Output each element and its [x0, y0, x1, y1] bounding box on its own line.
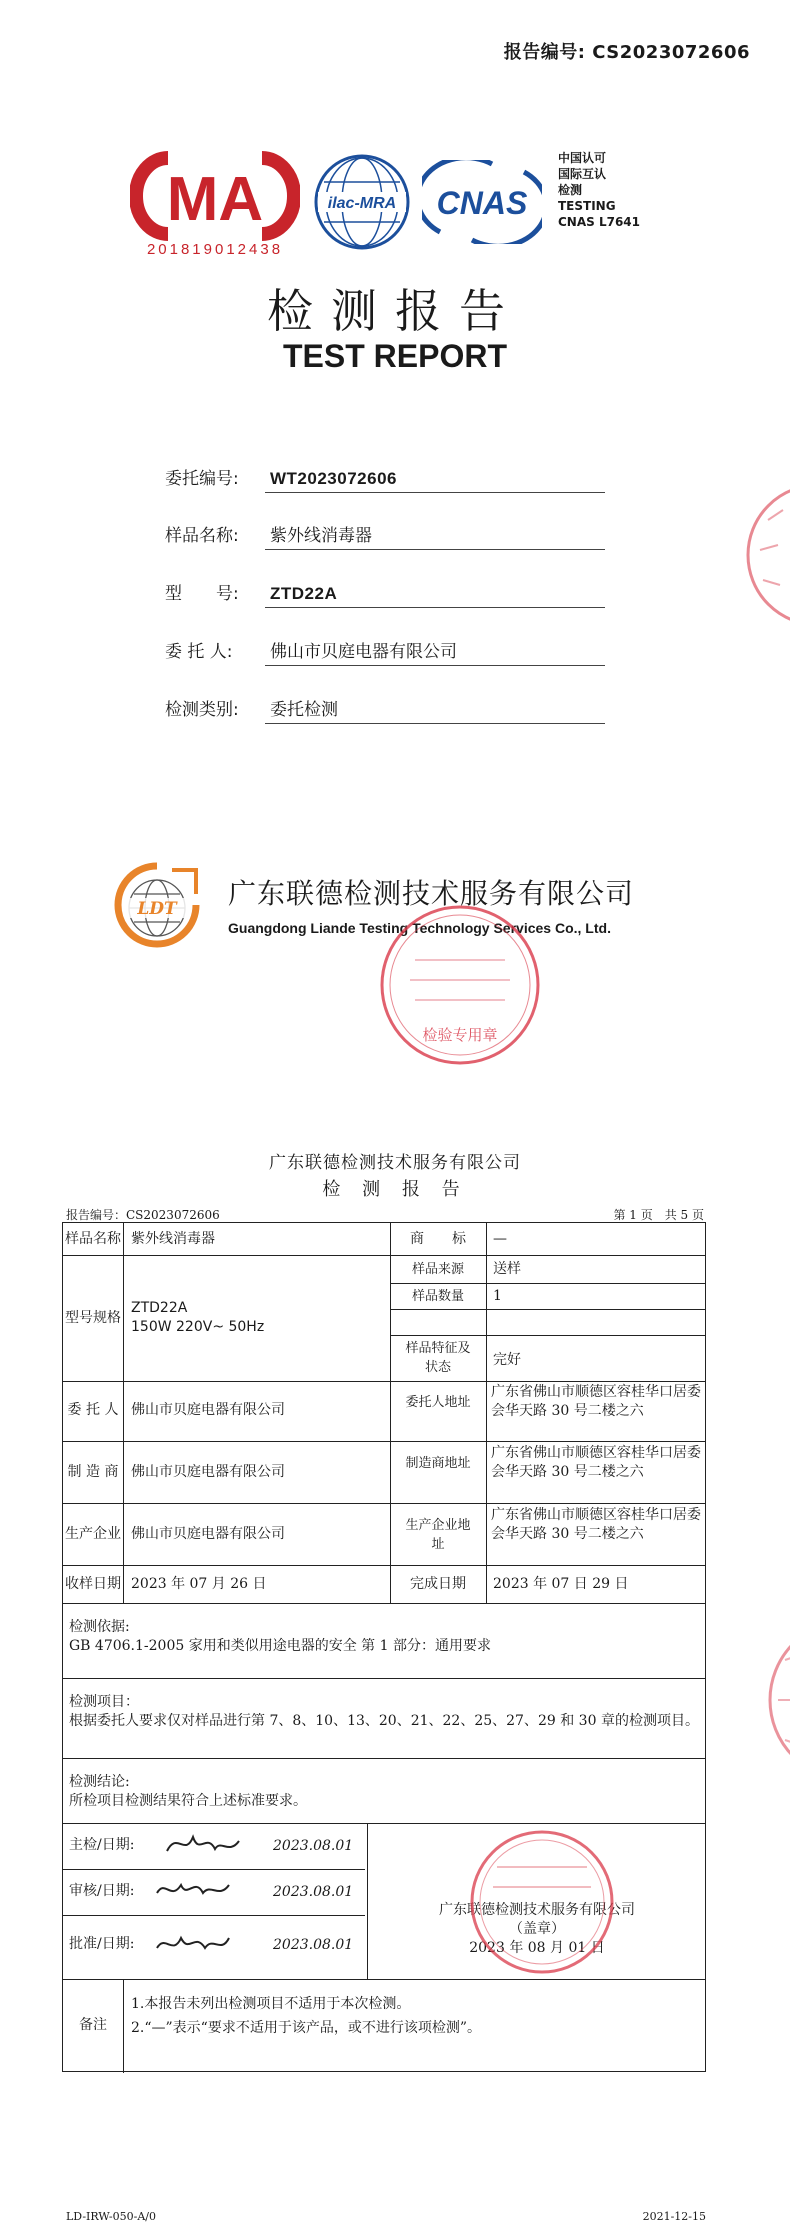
cnas-text: CNAS — [436, 185, 528, 221]
state-value: 完好 — [493, 1352, 521, 1368]
reviewer-label: 审核/日期: — [69, 1883, 135, 1899]
approver-label: 批准/日期: — [69, 1936, 135, 1952]
field-label: 检测类别: — [165, 700, 239, 720]
row-divider — [63, 1503, 705, 1504]
model-spec: 150W 220V~ 50Hz — [131, 1319, 265, 1335]
cnas-line: 中国认可 — [558, 151, 607, 165]
maker-value: 佛山市贝庭电器有限公司 — [131, 1464, 285, 1480]
footer-form-code: LD-IRW-050-A/0 — [66, 2210, 157, 2223]
field-value: 委托检测 — [270, 700, 338, 720]
report-form — [62, 1222, 706, 2072]
sample-name-label: 样品名称 — [65, 1231, 121, 1247]
certification-logos — [130, 150, 690, 260]
field-label: 样品名称: — [165, 526, 239, 546]
field-underline — [265, 723, 605, 724]
field-underline — [265, 607, 605, 608]
recv-date-label: 收样日期 — [65, 1576, 121, 1592]
main-inspector-date: 2023.08.01 — [273, 1838, 354, 1854]
reviewer-signature — [153, 1873, 233, 1911]
row-divider — [63, 1603, 705, 1604]
p2-company-name: 广东联德检测技术服务有限公司 — [269, 1153, 521, 1173]
qty-value: 1 — [493, 1288, 502, 1304]
field-underline — [265, 665, 605, 666]
maker-addr-value: 广东省佛山市顺德区容桂华口居委会华天路 30 号二楼之六 — [491, 1445, 701, 1480]
done-date-label: 完成日期 — [410, 1576, 466, 1592]
row-divider — [63, 1915, 365, 1916]
footer-date: 2021-12-15 — [642, 2210, 706, 2223]
producer-value: 佛山市贝庭电器有限公司 — [131, 1526, 285, 1542]
seal-company: 广东联德检测技术服务有限公司 — [439, 1902, 635, 1918]
remark-line-1: 1.本报告未列出检测项目不适用于本次检测。 — [131, 1996, 411, 2012]
field-entrust-no — [165, 455, 605, 495]
seal-fragment — [760, 1600, 790, 1800]
client-addr-label: 委托人地址 — [405, 1395, 471, 1410]
col-divider — [123, 1223, 124, 1603]
seal-text: 检验专用章 — [422, 1026, 498, 1044]
company-name-cn: 广东联德检测技术服务有限公司 — [228, 877, 635, 910]
main-inspector-signature — [163, 1827, 243, 1865]
ldt-text: LDT — [137, 899, 177, 919]
state-label: 样品特征及状态 — [405, 1341, 471, 1375]
field-value: 佛山市贝庭电器有限公司 — [270, 642, 457, 662]
seal-fragment — [738, 480, 790, 630]
field-test-type — [165, 686, 605, 726]
cnas-line: 国际互认 — [558, 167, 607, 181]
row-divider — [390, 1309, 705, 1310]
reviewer-date: 2023.08.01 — [273, 1884, 354, 1900]
source-label: 样品来源 — [411, 1262, 464, 1277]
qty-label: 样品数量 — [411, 1289, 464, 1304]
ldt-logo — [112, 860, 202, 950]
client-label: 委 托 人 — [67, 1402, 119, 1418]
model-value: ZTD22A — [131, 1300, 188, 1316]
items-label: 检测项目： — [69, 1694, 139, 1710]
brand-value: — — [493, 1231, 507, 1247]
cma-logo — [130, 150, 300, 260]
cnas-line: 检测 — [558, 183, 583, 197]
conclusion-value: 所检项目检测结果符合上述标准要求。 — [69, 1793, 307, 1809]
client-addr-value: 广东省佛山市顺德区容桂华口居委会华天路 30 号二楼之六 — [491, 1384, 701, 1419]
field-value: WT2023072606 — [270, 469, 397, 488]
seal-note: （盖章） — [509, 1921, 565, 1937]
approver-signature — [153, 1926, 233, 1964]
field-label: 型 号: — [165, 584, 239, 604]
sample-name-value: 紫外线消毒器 — [131, 1231, 215, 1247]
row-divider — [390, 1335, 705, 1336]
company-seal — [467, 1827, 617, 1977]
brand-label: 商 标 — [410, 1231, 466, 1247]
basis-label: 检测依据: — [69, 1619, 130, 1635]
field-value: ZTD22A — [270, 584, 338, 603]
producer-label: 生产企业 — [65, 1526, 121, 1542]
done-date-value: 2023 年 07 日 29 日 — [493, 1576, 629, 1592]
recv-date-value: 2023 年 07 月 26 日 — [131, 1576, 267, 1592]
col-divider — [486, 1223, 487, 1603]
client-value: 佛山市贝庭电器有限公司 — [131, 1402, 285, 1418]
cma-letters: MA — [166, 165, 264, 234]
report-title-en: TEST REPORT — [282, 338, 507, 374]
field-sample-name — [165, 512, 605, 552]
field-underline — [265, 549, 605, 550]
producer-addr-value: 广东省佛山市顺德区容桂华口居委会华天路 30 号二楼之六 — [491, 1507, 701, 1542]
ilac-mra-logo — [312, 152, 412, 252]
row-divider — [63, 1255, 705, 1256]
row-divider — [63, 1678, 705, 1679]
row-divider — [63, 1979, 705, 1980]
row-divider — [390, 1283, 705, 1284]
seal-date: 2023 年 08 月 01 日 — [469, 1940, 605, 1956]
field-value: 紫外线消毒器 — [270, 526, 372, 546]
cma-number: 201819012438 — [146, 241, 284, 258]
field-model — [165, 570, 605, 610]
row-divider — [63, 1565, 705, 1566]
field-label: 委 托 人: — [165, 642, 233, 662]
col-divider — [390, 1223, 391, 1603]
maker-label: 制 造 商 — [67, 1464, 119, 1480]
model-label: 型号规格 — [65, 1310, 121, 1326]
approver-date: 2023.08.01 — [273, 1937, 354, 1953]
remark-label: 备注 — [79, 2017, 107, 2033]
cnas-line: CNAS L7641 — [558, 215, 641, 229]
field-client — [165, 628, 605, 668]
row-divider — [63, 1869, 365, 1870]
report-number: 报告编号: CS2023072606 — [503, 42, 750, 63]
row-divider — [63, 1381, 705, 1382]
maker-addr-label: 制造商地址 — [405, 1456, 471, 1471]
main-inspector-label: 主检/日期: — [69, 1837, 135, 1853]
cnas-logo — [422, 160, 542, 244]
p2-report-number: 报告编号：CS2023072606 — [66, 1208, 220, 1222]
items-value: 根据委托人要求仅对样品进行第 7、8、10、13、20、21、22、25、27、29 和 30 章的检测项目。 — [69, 1713, 699, 1729]
field-label: 委托编号: — [165, 469, 239, 489]
cnas-line: TESTING — [558, 199, 616, 213]
ilac-text: ilac-MRA — [327, 195, 397, 212]
report-title-cn: 检测报告 — [267, 284, 523, 338]
remark-line-2: 2.“—”表示“要求不适用于该产品，或不进行该项检测”。 — [131, 2020, 481, 2036]
row-divider — [63, 1823, 705, 1824]
col-divider — [123, 1979, 124, 2073]
row-divider — [63, 1758, 705, 1759]
field-underline — [265, 492, 605, 493]
inspection-seal — [375, 900, 545, 1070]
cnas-side-text — [558, 150, 640, 230]
p2-report-title: 检 测 报 告 — [322, 1179, 468, 1200]
row-divider — [63, 1441, 705, 1442]
conclusion-label: 检测结论: — [69, 1774, 130, 1790]
producer-addr-label: 生产企业地址 — [405, 1518, 471, 1552]
p2-page-count: 第 1 页 共 5 页 — [613, 1208, 704, 1222]
company-name-en: Guangdong Liande Testing Technology Services Co., Ltd. — [228, 920, 611, 936]
basis-value: GB 4706.1-2005 家用和类似用途电器的安全 第 1 部分：通用要求 — [69, 1638, 491, 1654]
source-value: 送样 — [493, 1261, 521, 1277]
